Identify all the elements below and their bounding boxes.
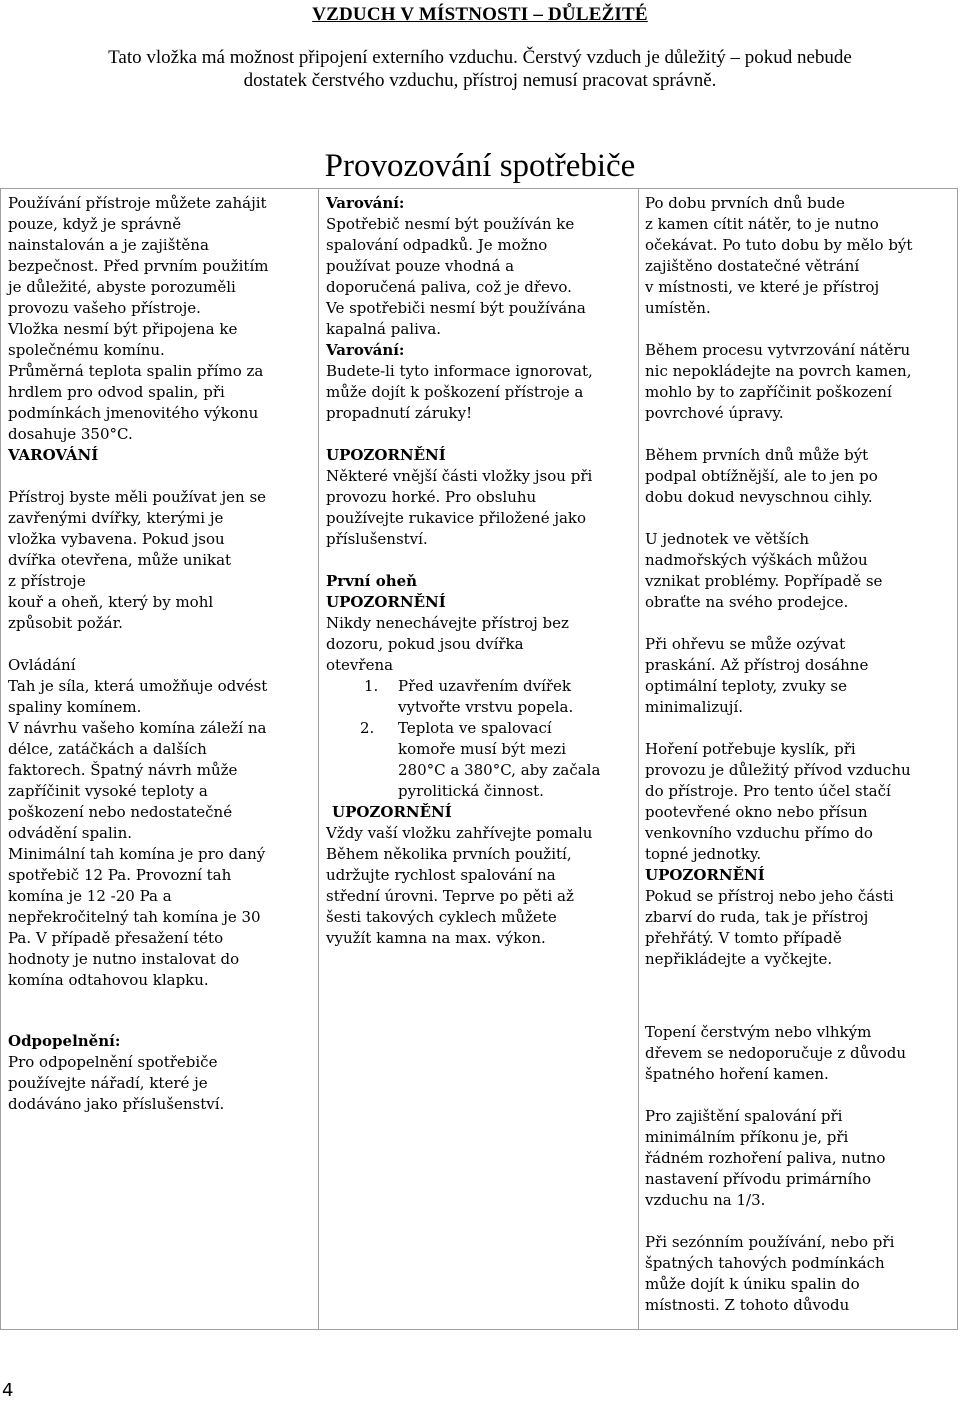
text-line: poškození nebo nedostatečné xyxy=(8,803,233,821)
text-line: praskání. Až přístroj dosáhne xyxy=(645,656,869,674)
document-title: VZDUCH V MÍSTNOSTI – DŮLEŽITÉ xyxy=(312,4,648,25)
text-line: zajištěno dostatečné větrání xyxy=(645,257,860,275)
text-line: venkovního vzduchu přímo do xyxy=(645,824,873,842)
text-line: Některé vnější části vložky jsou při xyxy=(326,467,593,485)
paragraph xyxy=(645,445,955,508)
step-line xyxy=(326,718,632,739)
text-line: faktorech. Špatný návrh může xyxy=(8,761,238,779)
text-line: hodnoty je nutno instalovat do xyxy=(8,950,240,968)
column-3-bottom xyxy=(645,1022,955,1316)
text-line: propadnutí záruky! xyxy=(326,404,473,422)
text-line: odvádění spalin. xyxy=(8,824,133,842)
text-line: spaliny komínem. xyxy=(8,698,142,716)
column-divider xyxy=(638,188,639,1330)
text-line: vznikat problémy. Popřípadě se xyxy=(645,572,883,590)
text-line: Během několika prvních použití, xyxy=(326,845,572,863)
text-line: dobu dokud nevyschnou cihly. xyxy=(645,488,873,506)
text-line: minimálním příkonu je, při xyxy=(645,1128,849,1146)
text-line: podmínkách jmenovitého výkonu xyxy=(8,404,259,422)
paragraph xyxy=(645,1106,955,1211)
step-text: Před uzavřením dvířek xyxy=(398,677,571,695)
text-line: dosahuje 350°C. xyxy=(8,425,133,443)
text-line: špatného hoření kamen. xyxy=(645,1065,829,1083)
text-line: nepřikládejte a vyčkejte. xyxy=(645,950,833,968)
text-line: provozu je důležitý přívod vzduchu xyxy=(645,761,911,779)
text-line: střední úrovni. Teprve po pěti až xyxy=(326,887,574,905)
text-line: Vložka nesmí být připojena ke xyxy=(8,320,238,338)
paragraph xyxy=(326,361,632,424)
text-line xyxy=(8,466,314,487)
step-line xyxy=(326,697,632,718)
paragraph xyxy=(645,1232,955,1316)
text-line: očekávat. Po tuto dobu by mělo být xyxy=(645,236,913,254)
text-line: šesti takových cyklech můžete xyxy=(326,908,557,926)
text-line: používejte nářadí, které je xyxy=(8,1074,208,1092)
text-line: kapalná paliva. xyxy=(326,320,442,338)
text-line: délce, zatáčkách a dalších xyxy=(8,740,207,758)
text-line: zapříčinit vysoké teploty a xyxy=(8,782,208,800)
text-line: Vždy vaší vložku zahřívejte pomalu xyxy=(326,824,593,842)
text-line: nadmořských výškách můžou xyxy=(645,551,868,569)
text-line: doporučená paliva, což je dřevo. xyxy=(326,278,572,296)
steps-list xyxy=(326,676,632,802)
text-line: Pokud se přístroj nebo jeho části xyxy=(645,887,894,905)
text-line: využít kamna na max. výkon. xyxy=(326,929,546,947)
text-line: nepřekročitelný tah komína je 30 xyxy=(8,908,261,926)
paragraph xyxy=(645,193,955,319)
paragraph xyxy=(645,886,955,970)
text-line: používat pouze vhodná a xyxy=(326,257,515,275)
text-line: povrchové úpravy. xyxy=(645,404,784,422)
step-number: 2. xyxy=(360,719,375,737)
step-text: Teplota ve spalovací xyxy=(398,719,552,737)
text-line: může dojít k poškození přístroje a xyxy=(326,383,584,401)
text-line: V návrhu vašeho komína záleží na xyxy=(8,719,267,737)
text-line: Pro odpopelnění spotřebiče xyxy=(8,1053,218,1071)
text-line: může dojít k úniku spalin do xyxy=(645,1275,860,1293)
text-line: příslušenství. xyxy=(326,530,428,548)
text-line: spotřebič 12 Pa. Provozní tah xyxy=(8,866,232,884)
text-line: Budete-li tyto informace ignorovat, xyxy=(326,362,593,380)
text-line: řádném rozhoření paliva, nutno xyxy=(645,1149,886,1167)
column-1-ash-removal xyxy=(8,1031,314,1115)
column-2 xyxy=(326,193,632,949)
step-text: pyrolitická činnost. xyxy=(398,782,544,800)
text-line: společnému komínu. xyxy=(8,341,165,359)
text-line: Tah je síla, která umožňuje odvést xyxy=(8,677,268,695)
text-line: podpal obtížnější, ale to jen po xyxy=(645,467,878,485)
text-line: Nikdy nenechávejte přístroj bez xyxy=(326,614,569,632)
text-line: přehřátý. V tomto případě xyxy=(645,929,842,947)
text-line: špatných tahových podmínkách xyxy=(645,1254,885,1272)
text-line: otevřena xyxy=(326,656,394,674)
text-line: obraťte na svého prodejce. xyxy=(645,593,849,611)
text-line: vložka vybavena. Pokud jsou xyxy=(8,530,225,548)
notice-label: UPOZORNĚNÍ xyxy=(332,803,452,821)
text-line: umístěn. xyxy=(645,299,711,317)
text-line: udržujte rychlost spalování na xyxy=(326,866,556,884)
step-line xyxy=(326,739,632,760)
text-line: Přístroj byste měli používat jen se xyxy=(8,488,267,506)
column-divider xyxy=(318,188,319,1330)
text-line: zavřenými dvířky, kterými je xyxy=(8,509,224,527)
paragraph xyxy=(645,529,955,613)
first-fire-heading: První oheň xyxy=(326,572,418,590)
text-line: topné jednotky. xyxy=(645,845,762,863)
text-line: Pa. V případě přesažení této xyxy=(8,929,224,947)
text-line: způsobit požár. xyxy=(8,614,123,632)
text-line: mohlo by to zapříčinit poškození xyxy=(645,383,892,401)
paragraph xyxy=(645,739,955,865)
notice-label: UPOZORNĚNÍ xyxy=(645,866,765,884)
text-line: Hoření potřebuje kyslík, při xyxy=(645,740,856,758)
step-text: vytvořte vrstvu popela. xyxy=(398,698,574,716)
text-line: komína odtahovou klapku. xyxy=(8,971,209,989)
text-line: Používání přístroje můžete zahájit xyxy=(8,194,267,212)
step-line xyxy=(326,676,632,697)
paragraph xyxy=(326,214,632,340)
column-3 xyxy=(645,193,955,970)
text-line: komína je 12 -20 Pa a xyxy=(8,887,172,905)
text-line: provozu vašeho přístroje. xyxy=(8,299,201,317)
text-line: zbarví do ruda, tak je přístroj xyxy=(645,908,869,926)
text-line: Ve spotřebiči nesmí být používána xyxy=(326,299,586,317)
text-line: bezpečnost. Před prvním použitím xyxy=(8,257,269,275)
step-line xyxy=(326,760,632,781)
text-line: Při ohřevu se může ozývat xyxy=(645,635,846,653)
text-line: Minimální tah komína je pro daný xyxy=(8,845,266,863)
text-line: používejte rukavice přiložené jako xyxy=(326,509,587,527)
text-line: Při sezónním používání, nebo při xyxy=(645,1233,895,1251)
text-line: VAROVÁNÍ xyxy=(8,446,99,464)
paragraph xyxy=(645,634,955,718)
intro-paragraph: Tato vložka má možnost připojení externího vzduchu. Čerstvý vzduch je důležitý – pokud nebude dostatek čerstvého vzduchu, přístroj nemusí pracovat správně. xyxy=(108,47,852,91)
text-line: nastavení přívodu primárního xyxy=(645,1170,872,1188)
paragraph xyxy=(326,613,632,676)
paragraph xyxy=(326,823,632,949)
text-line: dodáváno jako příslušenství. xyxy=(8,1095,225,1113)
step-text: komoře musí být mezi xyxy=(398,740,567,758)
text-line: z přístroje xyxy=(8,572,86,590)
warning-label: Varování: xyxy=(326,194,405,212)
text-line: provozu horké. Pro obsluhu xyxy=(326,488,537,506)
text-line: dozoru, pokud jsou dvířka xyxy=(326,635,524,653)
page-number: 4 xyxy=(2,1380,14,1401)
text-line: hrdlem pro odvod spalin, při xyxy=(8,383,225,401)
text-line: dvířka otevřena, může unikat xyxy=(8,551,232,569)
warning-label: Varování: xyxy=(326,341,405,359)
text-line: Během procesu vytvrzování nátěru xyxy=(645,341,911,359)
step-number: 1. xyxy=(364,677,379,695)
ash-removal-heading: Odpopelnění: xyxy=(8,1032,121,1050)
section-heading: Provozování spotřebiče xyxy=(324,148,636,184)
notice-label: UPOZORNĚNÍ xyxy=(326,593,446,611)
text-line: optimální teploty, zvuky se xyxy=(645,677,847,695)
text-line: pouze, když je správně xyxy=(8,215,182,233)
text-line: Po dobu prvních dnů bude xyxy=(645,194,845,212)
text-line: je důležité, abyste porozuměli xyxy=(8,278,236,296)
notice-label: UPOZORNĚNÍ xyxy=(326,446,446,464)
text-line: kouř a oheň, který by mohl xyxy=(8,593,214,611)
text-line: místnosti. Z tohoto důvodu xyxy=(645,1296,850,1314)
text-line: z kamen cítit nátěr, to je nutno xyxy=(645,215,879,233)
step-line xyxy=(326,781,632,802)
text-line: U jednotek ve větších xyxy=(645,530,810,548)
text-line: Během prvních dnů může být xyxy=(645,446,869,464)
text-line: pootevřené okno nebo přísun xyxy=(645,803,868,821)
text-line: v místnosti, ve které je přístroj xyxy=(645,278,880,296)
text-line: dřevem se nedoporučuje z důvodu xyxy=(645,1044,907,1062)
paragraph xyxy=(645,340,955,424)
text-line: Topení čerstvým nebo vlhkým xyxy=(645,1023,872,1041)
column-1 xyxy=(8,193,314,991)
text-line: nic nepokládejte na povrch kamen, xyxy=(645,362,912,380)
paragraph xyxy=(645,1022,955,1085)
text-line: Spotřebič nesmí být používán ke xyxy=(326,215,575,233)
text-line: vzduchu na 1/3. xyxy=(645,1191,766,1209)
text-line: Ovládání xyxy=(8,656,76,674)
text-line: nainstalován a je zajištěna xyxy=(8,236,209,254)
text-line: minimalizují. xyxy=(645,698,744,716)
step-text: 280°C a 380°C, aby začala xyxy=(398,761,601,779)
text-line xyxy=(8,634,314,655)
text-line: Průměrná teplota spalin přímo za xyxy=(8,362,264,380)
paragraph xyxy=(326,466,632,550)
text-line: do přístroje. Pro tento účel stačí xyxy=(645,782,891,800)
text-line: spalování odpadků. Je možno xyxy=(326,236,548,254)
text-line: Pro zajištění spalování při xyxy=(645,1107,843,1125)
